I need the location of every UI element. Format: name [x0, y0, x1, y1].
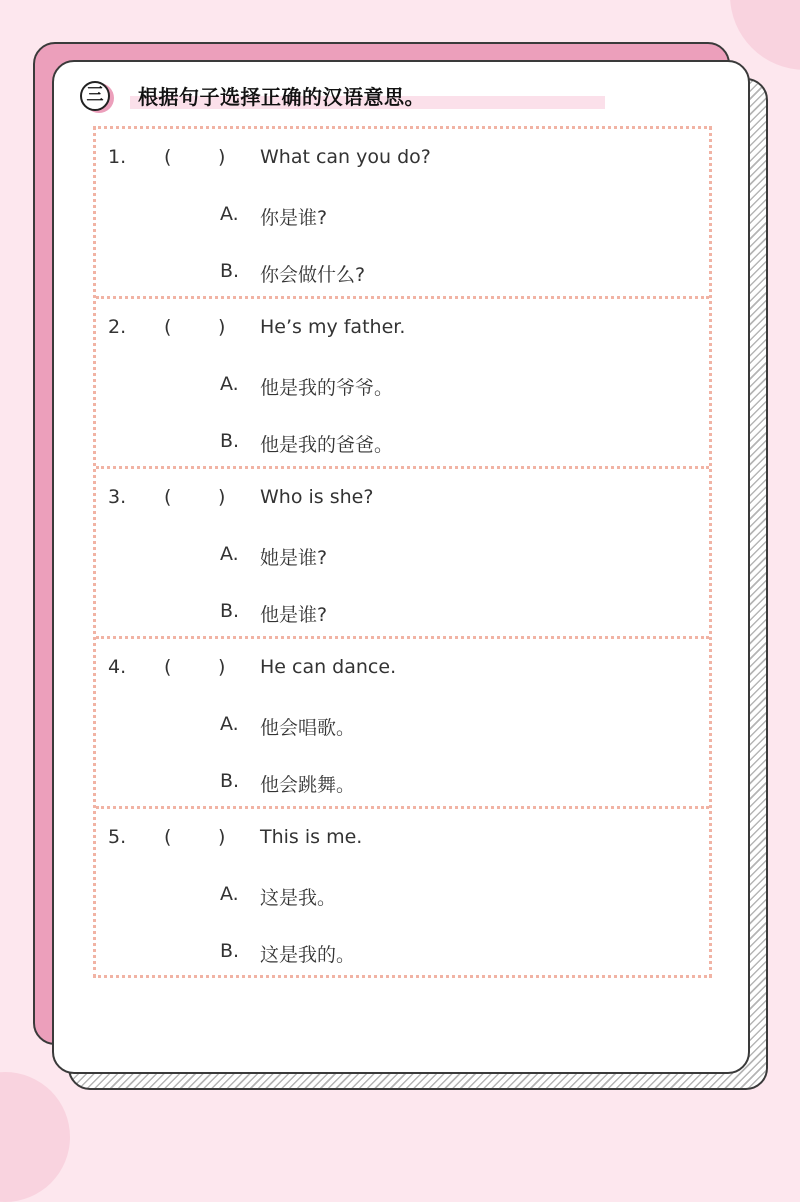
option-a-text: 她是谁? [260, 547, 328, 569]
question-list [93, 126, 712, 978]
section-title: 根据句子选择正确的汉语意思。 [138, 85, 425, 109]
question-item-3 [96, 466, 709, 639]
answer-blank-close: ) [218, 146, 226, 168]
question-sentence: He can dance. [260, 656, 397, 678]
question-sentence: He’s my father. [260, 316, 406, 338]
answer-blank-open: ( [164, 146, 172, 168]
question-item-2 [96, 296, 709, 469]
question-sentence: This is me. [260, 826, 363, 848]
option-a-text: 这是我。 [260, 887, 337, 909]
option-a-letter: A. [220, 373, 239, 395]
question-number: 5. [108, 826, 127, 848]
option-b-letter: B. [220, 770, 240, 792]
question-number: 2. [108, 316, 127, 338]
answer-blank-close: ) [218, 486, 226, 508]
question-sentence: What can you do? [260, 146, 431, 168]
option-a-letter: A. [220, 543, 239, 565]
answer-blank-open: ( [164, 486, 172, 508]
option-a-letter: A. [220, 713, 239, 735]
answer-blank-close: ) [218, 826, 226, 848]
option-b-letter: B. [220, 940, 240, 962]
answer-blank-open: ( [164, 826, 172, 848]
option-b-text: 这是我的。 [260, 944, 356, 966]
option-a-text: 他会唱歌。 [260, 717, 356, 739]
question-item-1 [96, 129, 709, 299]
question-item-5 [96, 806, 709, 979]
answer-blank-open: ( [164, 316, 172, 338]
section-header [80, 78, 620, 118]
answer-blank-open: ( [164, 656, 172, 678]
option-b-letter: B. [220, 600, 240, 622]
question-number: 1. [108, 146, 127, 168]
option-a-letter: A. [220, 203, 239, 225]
decorative-circle-top-right [730, 0, 800, 70]
answer-blank-close: ) [218, 316, 226, 338]
question-number: 4. [108, 656, 127, 678]
option-b-letter: B. [220, 260, 240, 282]
answer-blank-close: ) [218, 656, 226, 678]
option-b-letter: B. [220, 430, 240, 452]
question-sentence: Who is she? [260, 486, 374, 508]
option-b-text: 他会跳舞。 [260, 774, 356, 796]
decorative-circle-bottom-left [0, 1072, 70, 1202]
question-item-4 [96, 636, 709, 809]
option-b-text: 你会做什么? [260, 264, 366, 286]
option-a-letter: A. [220, 883, 239, 905]
question-number: 3. [108, 486, 127, 508]
section-number-icon: 三 [80, 81, 110, 111]
option-a-text: 他是我的爷爷。 [260, 377, 394, 399]
option-b-text: 他是我的爸爸。 [260, 434, 394, 456]
option-b-text: 他是谁? [260, 604, 328, 626]
option-a-text: 你是谁? [260, 207, 328, 229]
